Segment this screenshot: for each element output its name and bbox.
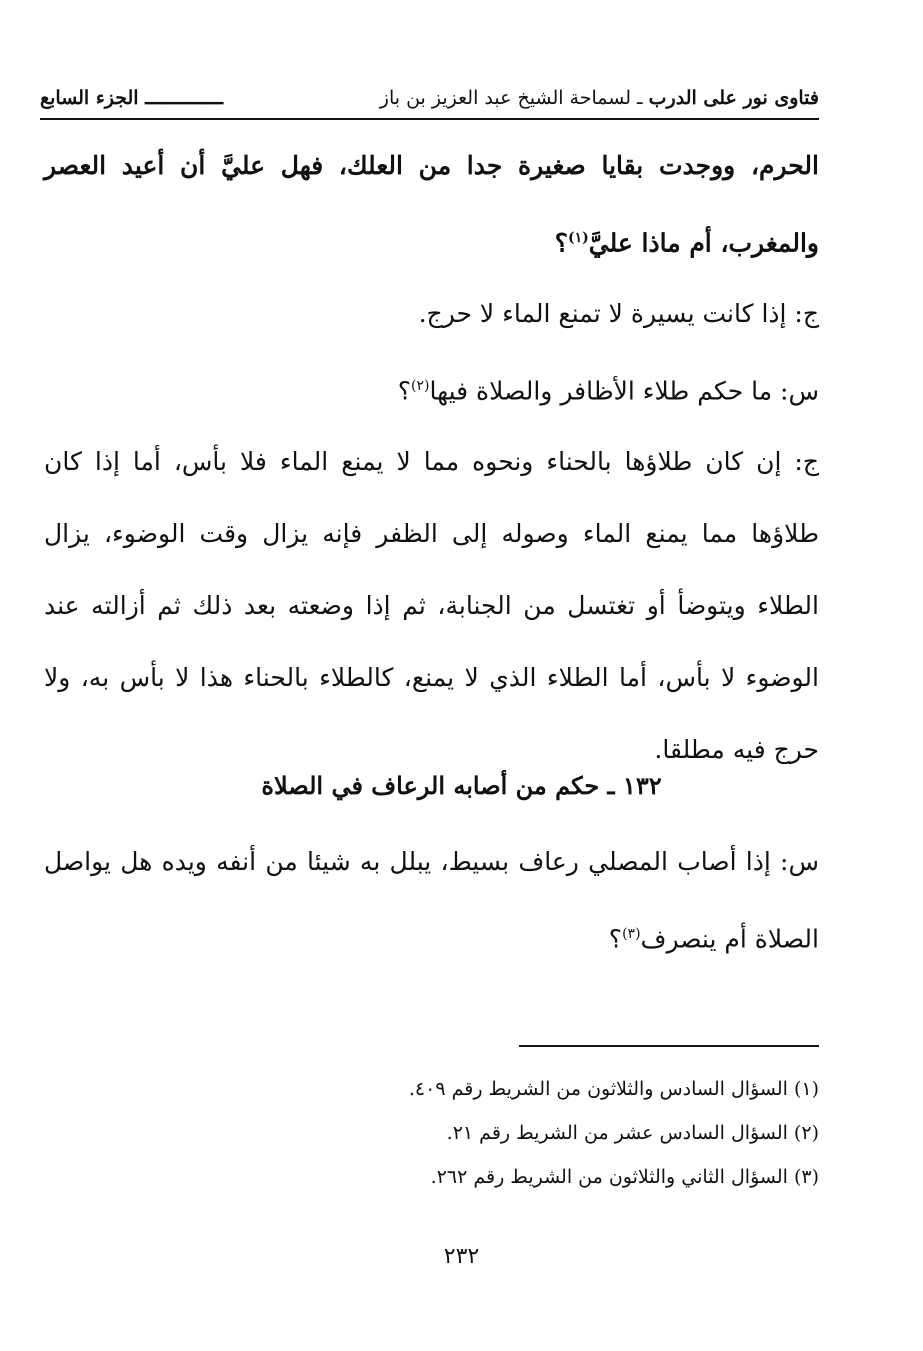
running-header — [40, 78, 819, 120]
footnote-1: (١) السؤال السادس والثلاثون من الشريط رقم ٤٠٩. — [408, 1078, 819, 1100]
paragraph-tail: ؟ — [554, 228, 569, 258]
paragraph-text: الحرم، ووجدت بقايا صغيرة جدا من العلك، فهل عليَّ أن أعيد العصر والمغرب، أم ماذا عليَّ — [44, 151, 819, 258]
page-number: ٢٣٢ — [443, 1244, 480, 1269]
paragraph-text: س: إذا أصاب المصلي رعاف بسيط، يبلل به شيئا من أنفه ويده هل يواصل الصلاة أم ينصرف — [44, 847, 819, 954]
footnote-divider — [519, 1045, 819, 1047]
header-volume: ــــــــــــــ الجزء السابع — [40, 87, 224, 109]
paragraph-text: س: ما حكم طلاء الأظافر والصلاة فيها — [429, 376, 819, 406]
footnote-3: (٣) السؤال الثاني والثلاثون من الشريط رقم ٢٦٢. — [430, 1166, 819, 1188]
header-book-author — [380, 87, 819, 109]
footnotes — [60, 1067, 819, 1199]
answer-2 — [44, 426, 819, 786]
footnote-ref: (١) — [568, 230, 589, 246]
footnote-ref: (٣) — [622, 926, 641, 942]
section-heading: ١٣٢ ـ حكم من أصابه الرعاف في الصلاة — [261, 771, 662, 800]
paragraph-tail: ؟ — [397, 376, 411, 406]
footnote-ref: (٢) — [411, 378, 430, 394]
question-3 — [44, 826, 819, 975]
header-book-title: فتاوى نور على الدرب — [648, 87, 819, 109]
answer-1 — [44, 278, 819, 350]
paragraph-text: ج: إذا كانت يسيرة لا تمنع الماء لا حرج. — [418, 299, 819, 328]
question-continuation — [44, 130, 819, 279]
header-author: ـ لسماحة الشيخ عبد العزيز بن باز — [379, 87, 643, 109]
footnote-2: (٢) السؤال السادس عشر من الشريط رقم ٢١. — [446, 1122, 819, 1144]
paragraph-tail: ؟ — [608, 924, 623, 954]
paragraph-text: ج: إن كان طلاؤها بالحناء ونحوه مما لا يمنع الماء فلا بأس، أما إذا كان طلاؤها مما يمنع الماء وصوله إلى الظفر فإنه يزال وقت الوضوء، يزال الطلاء ويتوضأ أو تغتسل من الجنابة، ثم إذا وضعته بعد ذلك ثم أزالته عند الوضوء لا بأس، أما الطلاء الذي لا يمنع، كالطلاء بالحناء هذا لا بأس به، ولا حرج فيه مطلقا. — [44, 447, 819, 764]
question-2 — [44, 350, 819, 427]
